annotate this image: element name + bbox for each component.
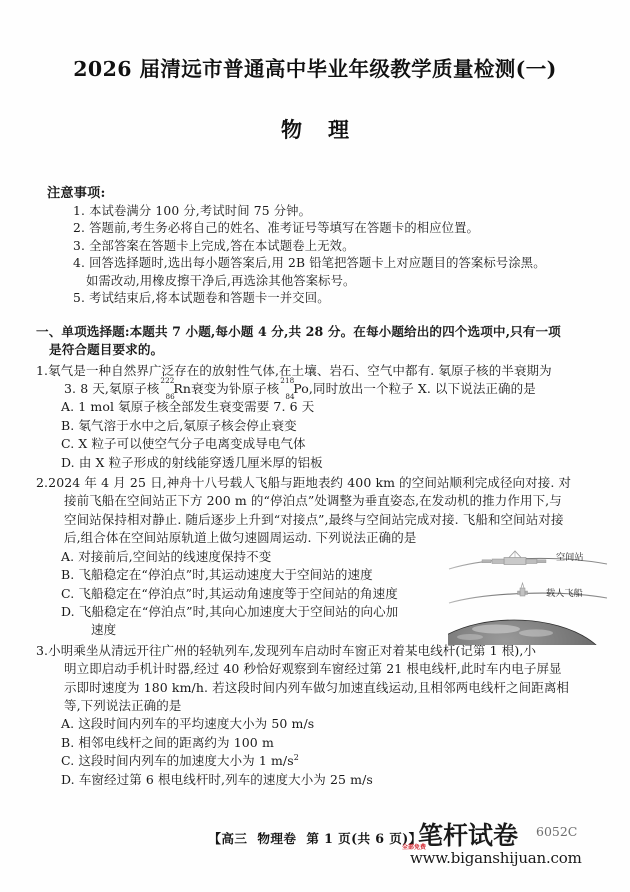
question-2-stem-line1: 2024 年 4 月 25 日,神舟十八号载人飞船与距地表约 400 km 的空间站顺利完成径向对接. 对 [48,475,572,491]
option-d[interactable]: D. 由 X 粒子形成的射线能穿透几厘米厚的铝板 [61,454,323,470]
watermark [396,816,624,876]
footer-bracket-open: 【 [208,831,222,846]
watermark-free-badge: 全部免费 [402,844,427,851]
footer-page-number: 第 1 页(共 6 页) [306,831,409,846]
question-3-number: 3. [36,642,49,658]
footer-paper: 物理卷 [257,831,297,846]
option-c[interactable]: C. X 粒子可以使空气分子电离变成导电气体 [61,436,306,452]
note-item [47,220,594,237]
note-continuation: 如需改动,用橡皮擦干净后,再选涂其他答案标号。 [86,273,356,288]
isotope-mass-number: 222 [160,375,175,385]
question-3-stem-line2: 明立即启动手机计时器,经过 40 秒恰好观察到车窗经过第 21 根电线杆,此时车内电子屏显 [64,661,562,677]
note-text: 1. 本试卷满分 100 分,考试时间 75 分钟。 [73,204,312,218]
option-d[interactable]: D. 车窗经过第 6 根电线杆时,列车的速度大小为 25 m/s [61,771,373,787]
option-d-continuation: 速度 [91,622,117,638]
space-station-icon [482,551,546,565]
stem-text-a: 3. 8 天,氡原子核 [64,381,160,397]
question-2-stem-line4: 后,组合体在空间站原轨道上做匀速圆周运动. 下列说法正确的是 [64,530,417,546]
page-footer [0,820,630,867]
option-c[interactable] [61,752,600,770]
question-1-number: 1. [36,362,49,378]
label-spacecraft: 载人飞船 [546,588,583,599]
question-1-options [36,398,600,472]
question-1-stem-line1: 氡气是一种自然界广泛存在的放射性气体,在土壤、岩石、空气中都有. 氡原子核的半衰期为 [48,362,552,378]
footer-bracket-close: 】 [408,831,422,846]
question-1 [36,362,600,472]
question-3-stem [36,642,600,716]
note-item [47,238,594,255]
question-2-stem-line2: 接前飞船在空间站正下方 200 m 的“停泊点”处调整为垂直姿态,在发动机的推力作用下,与 [64,493,562,509]
note-item [47,203,594,220]
question-3-stem-line4: 等,下列说法正确的是 [64,697,182,713]
option-a[interactable]: A. 对接前后,空间站的线速度保持不变 [61,548,272,564]
isotope-rn [159,375,175,401]
orbit-path-lower [449,593,607,603]
question-1-stem [36,362,600,399]
question-3-options [36,715,600,789]
stem-text-b: 衰变为钋原子核 [191,381,280,397]
question-3 [36,642,600,789]
isotope-po [279,375,295,401]
option-c[interactable]: C. 飞船稳定在“停泊点”时,其运动角速度等于空间站的角速度 [61,585,398,601]
watermark-url[interactable]: www.biganshijuan.com [410,849,582,867]
question-3-stem-line3: 示即时速度为 180 km/h. 若这段时间内列车做匀加速直线运动,且相邻两电线杆之间距离相 [64,679,570,695]
isotope-mass-number: 218 [280,375,295,385]
option-b[interactable]: B. 氡气溶于水中之后,氡原子核会停止衰变 [61,417,297,433]
space-station-illustration [448,547,608,645]
question-2-number: 2. [36,475,49,491]
paper-code: 6052C [536,824,578,839]
isotope-symbol: Po [293,381,309,397]
note-text: 5. 考试结束后,将本试题卷和答题卡一并交回。 [73,291,330,306]
section-header-line2: 是符合题目要求的。 [49,342,164,358]
exponent: 2 [293,753,299,762]
stem-text-c: ,同时放出一个粒子 X. 以下说法正确的是 [308,381,536,397]
footer-grade: 高三 [221,831,248,846]
subject-title: 物理 [281,117,375,142]
note-text: 3. 全部答案在答题卡上完成,答在本试题卷上无效。 [73,238,355,253]
note-item [47,255,594,290]
notes-list [47,203,594,307]
note-text: 4. 回答选择题时,选出每小题答案后,用 2B 铅笔把答题卡上对应题目的答案标号涂黑。 [73,256,546,271]
note-text: 2. 答题前,考生务必将自己的姓名、准考证号等填写在答题卡的相应位置。 [73,221,480,236]
isotope-atomic-number: 86 [165,391,175,401]
option-c-text: C. 这段时间内列车的加速度大小为 1 m/s [61,753,294,769]
option-b[interactable]: B. 相邻电线杆之间的距离约为 100 m [61,734,274,750]
option-a[interactable]: A. 1 mol 氡原子核全部发生衰变需要 7. 6 天 [61,399,315,415]
spacecraft-icon [518,583,528,596]
question-2-stem-line3: 空间站保持相对静止. 随后逐步上升到“对接点”,最终与空间站完成对接. 飞船和空间站对接 [64,511,564,527]
watermark-brand: 笔杆试卷 [418,821,519,850]
note-item [47,290,594,307]
isotope-symbol: Rn [173,381,192,397]
option-d-text: D. 飞船稳定在“停泊点”时,其向心加速度大于空间站的向心加 [61,603,399,619]
option-a[interactable]: A. 这段时间内列车的平均速度大小为 50 m/s [61,716,315,732]
option-b[interactable]: B. 飞船稳定在“停泊点”时,其运动速度大于空间站的速度 [61,567,373,583]
label-space-station: 空间站 [556,552,584,563]
section-header [0,323,630,358]
question-3-stem-line1: 小明乘坐从清远开往广州的轻轨列车,发现列车启动时车窗正对着某电线杆(记第 1 根),小 [48,642,537,658]
page-title: 2026 届清远市普通高中毕业年级教学质量检测(一) [73,57,557,81]
space-station-figure [448,547,608,645]
notes-heading: 注意事项: [47,186,106,201]
question-1-stem-line2 [50,375,600,401]
isotope-atomic-number: 84 [285,391,295,401]
section-header-line1: 一、单项选择题:本题共 7 小题,每小题 4 分,共 28 分。在每小题给出的四个选项中,只有一项 [36,324,561,340]
notes-section [0,182,630,307]
question-2-stem [36,474,600,548]
